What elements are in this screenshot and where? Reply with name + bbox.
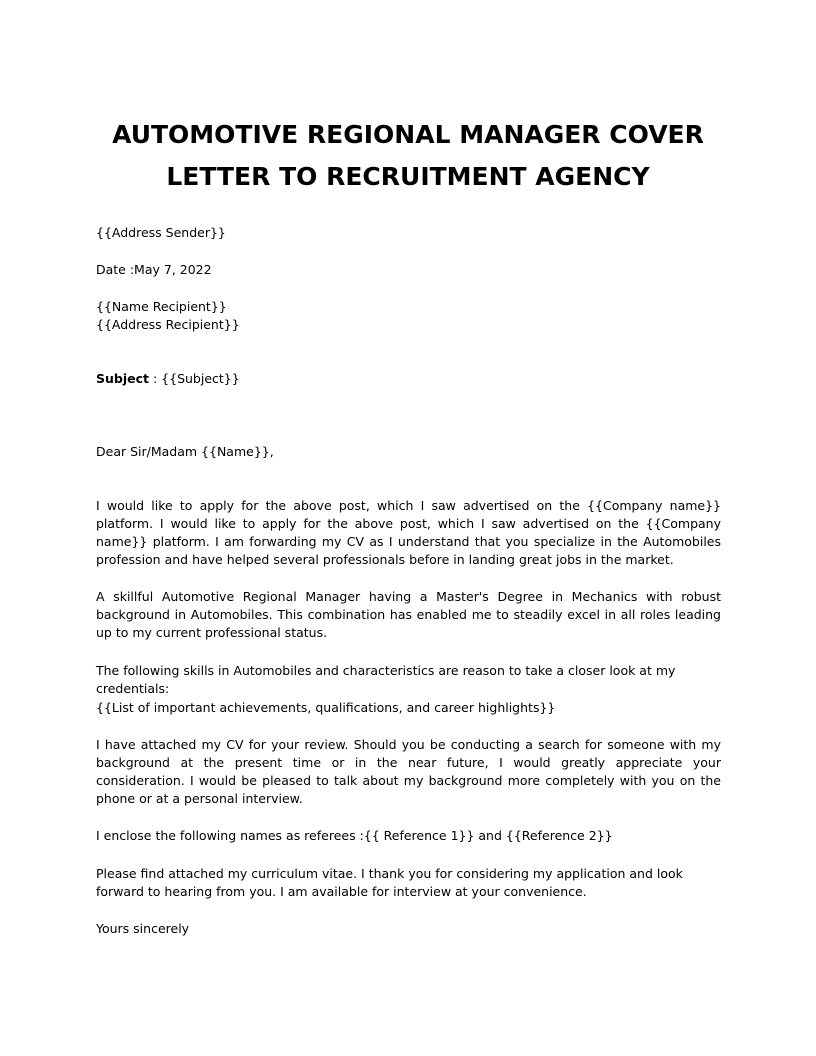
sender-address: {{Address Sender}} [96, 225, 226, 240]
subject-line [96, 370, 240, 388]
closing-signoff: Yours sincerely [96, 921, 190, 936]
paragraph-cv-review: I have attached my CV for your review. Should you be conducting a search for someone with my background at the present time or in the near future, I would greatly appreciate your consideration. I would be pleased to talk about my background more completely with you on the phone or at a personal interview. [96, 737, 721, 807]
subject-label: Subject [96, 371, 149, 386]
paragraph-application: I would like to apply for the above post, which I saw advertised on the {{Company name}} platform. I would like to apply for the above post, which I saw advertised on the {{Company name}} platform. I am forwarding my CV as I understand that you specialize in the Automobiles profession and have helped several professionals before in landing great jobs in the market. [96, 498, 721, 568]
letter-title: AUTOMOTIVE REGIONAL MANAGER COVER LETTER TO RECRUITMENT AGENCY [112, 120, 704, 191]
date-line: Date :May 7, 2022 [96, 262, 212, 277]
recipient-address: {{Address Recipient}} [96, 317, 240, 332]
paragraph-referees: I enclose the following names as referees :{{ Reference 1}} and {{Reference 2}} [96, 828, 613, 843]
paragraph-profile: A skillful Automotive Regional Manager having a Master's Degree in Mechanics with robust background in Automobiles. This combination has enabled me to steadily excel in all roles leading up to my current professional status. [96, 589, 721, 641]
paragraph-achievements: {{List of important achievements, qualifications, and career highlights}} [96, 700, 556, 715]
recipient-name: {{Name Recipient}} [96, 299, 227, 314]
paragraph-skills-intro: The following skills in Automobiles and characteristics are reason to take a closer look at my credentials: [96, 663, 676, 697]
salutation: Dear Sir/Madam {{Name}}, [96, 444, 274, 459]
subject-value: : {{Subject}} [149, 371, 240, 386]
paragraph-closing: Please find attached my curriculum vitae. I thank you for considering my application and look forward to hearing from you. I am available for interview at your convenience. [96, 866, 683, 900]
